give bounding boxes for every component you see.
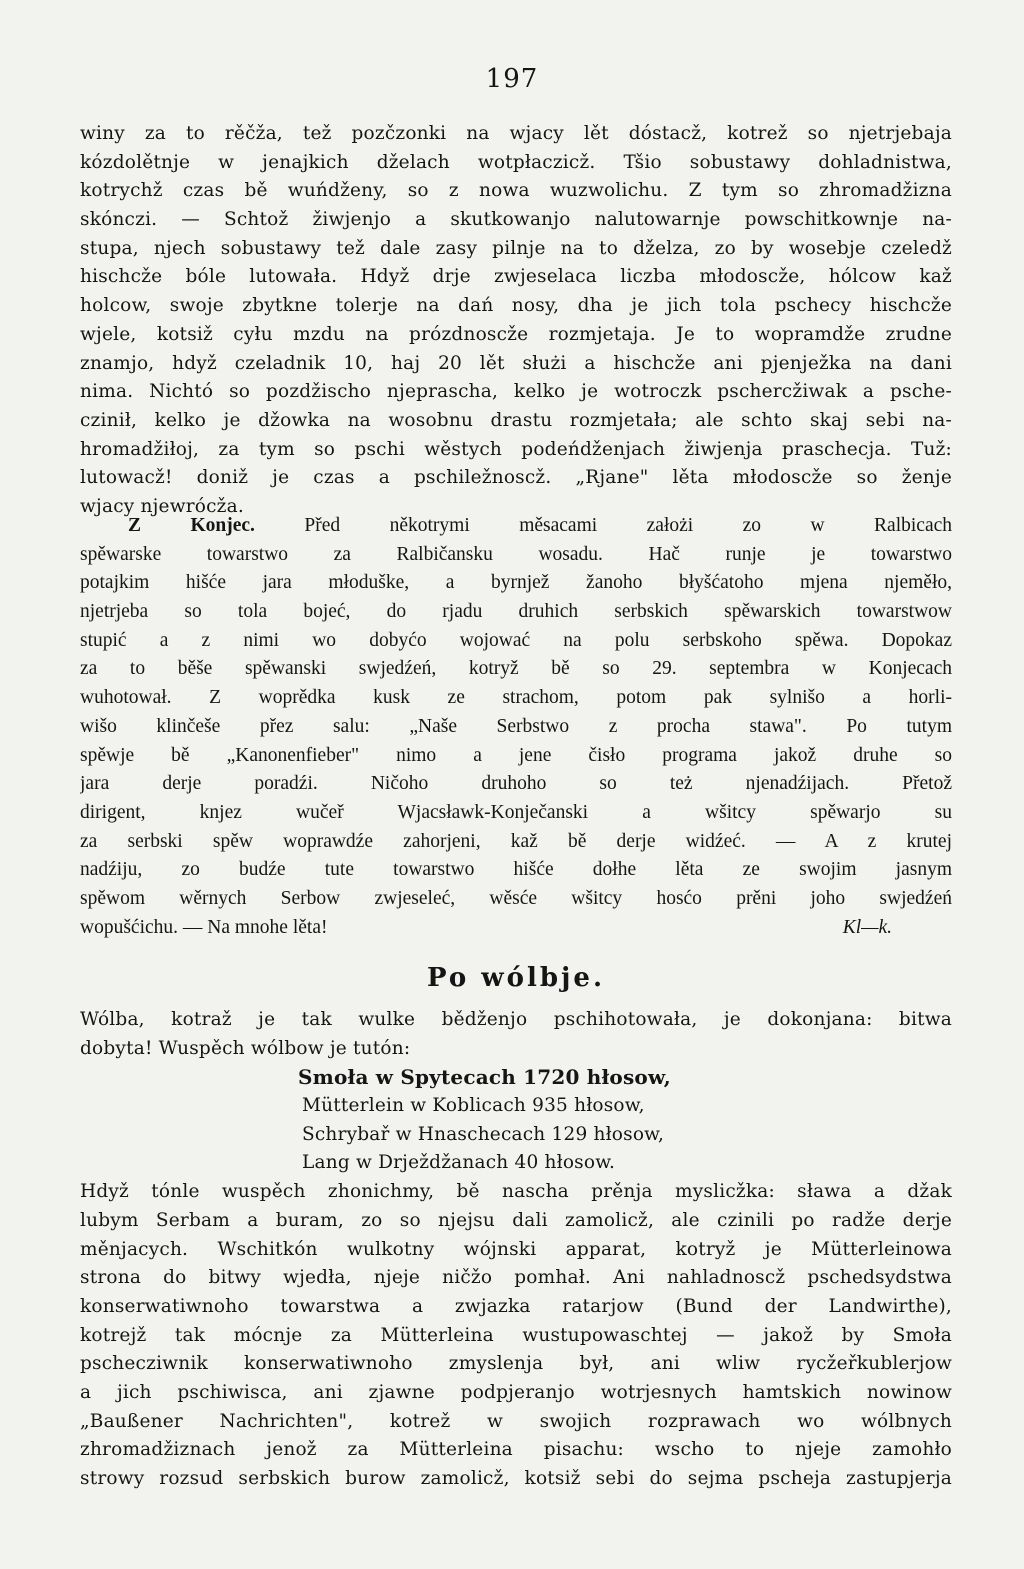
text-line: winy za to rěčža, tež pozčzonki na wjacy lět dóstacž, kotrež so njetrjebaja [80,123,952,144]
text-line: nima. Nichtó so pozdžischo njeprascha, kelko je wotroczk pschercžiwak a psche- [80,381,952,403]
signature: Kl—k. [842,916,892,938]
text-line: dirigent, knjez wučeř Wjacsławk-Konječanski a wšitcy spěwarjo su [80,801,952,823]
text-line: czinił, kelko je džowka na wosobnu drastu rozmjetała; ale schto skaj sebi na- [80,409,952,431]
text-line: za serbski spěw woprawdźe zahorjeni, kaž bě derje widźeć. — A z krutej [80,830,952,852]
text-line: kotrejž tak mócnje za Mütterleina wustupowaschtej — jakož by Smoła [80,1324,952,1346]
text-line: znamjo, hdyž czeladnik 10, haj 20 lět służi a hischcže ani pjenježka na dani [80,352,952,374]
text-line: holcow, swoje zbytkne tolerje na dań nosy, dha je jich tola pschecy hischcže [80,295,952,317]
page-number: 197 [485,64,539,94]
text-line: stupić a z nimi wo dobyćo wojować na polu serbskoho spěwa. Dopokaz [80,629,952,651]
results-title: Smoła w Spytecach 1720 hłosow, [298,1065,671,1090]
section-konjec [80,512,952,942]
text-line: dobyta! Wuspěch wólbow je tutón: [80,1037,411,1059]
text-line: strona do bitwy wjedła, njeje ničžo pomhał. Ani nahladnoscž pschedsydstwa [80,1267,952,1289]
text-line: Hdyž tónle wuspěch zhonichmy, bě nascha prěnja myslicžka: sława a džak [80,1181,952,1203]
text-line: za to běše spěwanski swjedźeń, kotryž bě so 29. septembra w Konjecach [80,658,952,680]
text-line: a jich pschiwisca, ani zjawne podpjeranjo wotrjesnych hamtskich nowinow [80,1381,952,1403]
text-line: spěwje bě „Kanonenfieber" nimo a jene čisło programa jakož druhe so [80,744,952,766]
result-item: Schrybař w Hnaschecach 129 hłosow, [302,1123,665,1145]
result-item: Mütterlein w Koblicach 935 hłosow, [302,1095,645,1117]
text-line: skónczi. — Schtož žiwjenjo a skutkowanjo nalutowarnje powschitkownje na- [80,209,952,231]
text-line: spěwom wěrnych Serbow zwjeseleć, wěsće wšitcy hosćo prěni joho swjedźeń [80,887,952,909]
text-line: spěwarske towarstwo za Ralbičansku wosadu. Hač runje je towarstwo [80,543,952,565]
text-line [80,512,952,541]
text-line: wišo klinčeše přez salu: „Naše Serbstwo z procha stawa". Po tutym [80,715,952,737]
text-line: wuhotował. Z woprědka kusk ze strachom, potom pak sylnišo a horli- [80,687,952,709]
text-line: „Baußener Nachrichten", kotrež w swojich rozprawach wo wólbnych [80,1410,952,1432]
text-line: lubym Serbam a buram, zo so njejsu dali zamolicž, ale czinili po radže derje [80,1209,952,1231]
text-line: lutowacž! doniž je czas a pschiležnoscž. „Rjane" lěta młodoscže so ženje [80,467,952,489]
text-line: pschecziwnik konserwatiwnoho zmyslenja był, ani wliw rycžeřkublerjow [80,1353,952,1375]
section-title-konjec: Z Konjec. [128,515,255,536]
text-line: měnjacych. Wschitkón wulkotny wójnski apparat, kotryž je Mütterleinowa [80,1238,952,1260]
text-line: konserwatiwnoho towarstwa a zwjazka ratarjow (Bund der Landwirthe), [80,1295,952,1317]
text-line: kotrychž czas bě wuńdženy, so z nowa wuzwolichu. Z tym so zhromadžizna [80,180,952,202]
text-line: jara derje poradźi. Ničoho druhoho so też njenadźijach. Přetož [80,773,952,795]
text-line: hischcže bóle lutowała. Hdyž drje zwjeselaca liczba młodoscže, hólcow kaž [80,266,952,288]
section-savings-text [80,120,952,522]
text-line: njetrjeba so tola bojeć, do rjadu druhich serbskich spěwarskich towarstwow [80,601,952,623]
closing-sentence: wopušćichu. — Na mnohe lěta! [80,916,328,938]
text-line: strowy rozsud serbskich burow zamolicž, kotsiž sebi do sejma pscheja zastupjerja [80,1468,952,1489]
section-po-wolbje [80,958,952,1494]
text-line: stupa, njech sobustawy tež dale zasy pilnje na to dželza, zo by wosebje czeledž [80,237,952,259]
text-line: wjacy njewrócža. [80,495,244,517]
text-line: nadźiju, zo budźe tute towarstwo hišće dołhe lěta ze swojim jasnym [80,859,952,881]
text-line: Wólba, kotraž je tak wulke bědženjo pschihotowała, je dokonjana: bitwa [80,1009,952,1030]
text-line: zhromadžiznach jenož za Mütterleina pisachu: wscho to njeje zamohło [80,1439,952,1461]
text-line-continuation: Před někotrymi měsacami założi zo w Ralbicach [304,515,952,536]
result-item: Lang w Drježdžanach 40 hłosow. [302,1152,616,1174]
section-heading: Po wólbje. [426,963,606,993]
text-line: wjele, kotsiž cyłu mzdu na prózdnoscže rozmjetaja. Je to wopramdže zrudne [80,323,952,345]
text-line: kózdolětnje w jenajkich dželach wotpłaczicž. Tšio sobustawy dohladnistwa, [80,151,952,173]
text-line: hromadžiłoj, za tym so pschi wěstych podeńdženjach žiwjenja praschecja. Tuž: [80,438,952,460]
text-line [80,914,952,943]
text-line: potajkim hišće jara młoduške, a byrnjež žanoho błyšćatoho mjena njeměło, [80,572,952,594]
